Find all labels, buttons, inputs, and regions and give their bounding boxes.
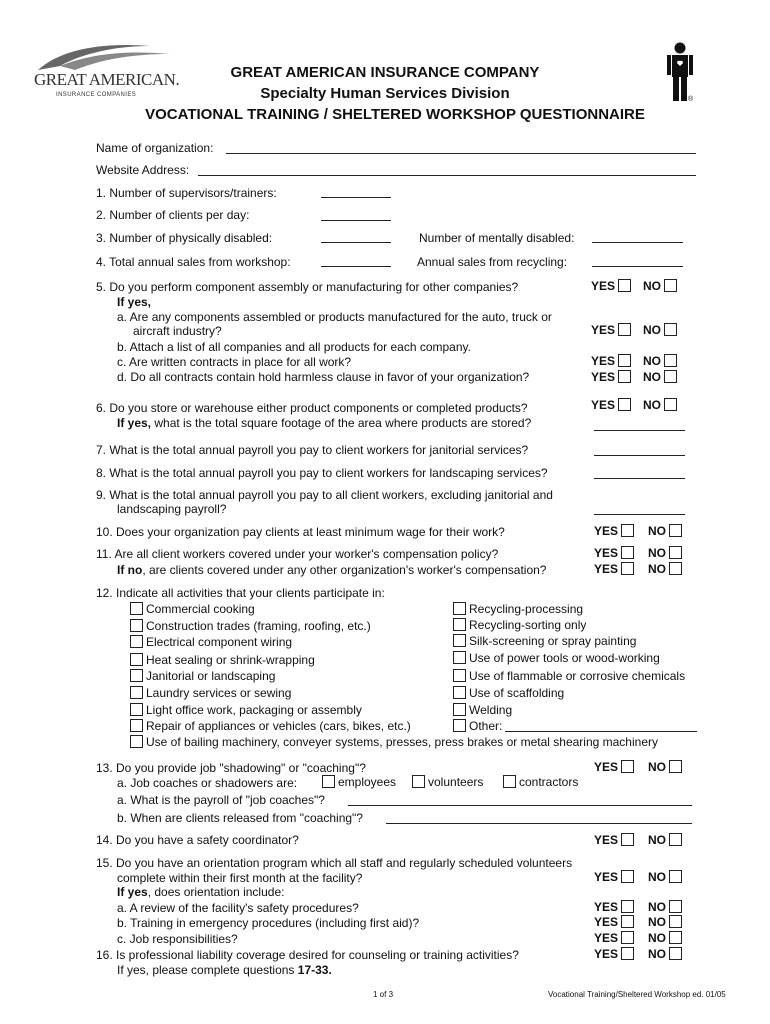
q16-no[interactable]: [648, 947, 682, 961]
no-checkbox[interactable]: [664, 354, 677, 367]
yes-checkbox[interactable]: [621, 931, 634, 944]
no-label: NO: [648, 900, 666, 914]
activity-checkbox[interactable]: [453, 669, 466, 682]
activity-label: Repair of appliances or vehicles (cars, bikes, etc.): [146, 719, 411, 733]
q5c-yes[interactable]: [591, 354, 631, 368]
q12-text: 12. Indicate all activities that your clients participate in:: [96, 586, 385, 600]
q16-text: 16. Is professional liability coverage desired for counseling or training activities?: [96, 948, 519, 962]
no-checkbox[interactable]: [669, 562, 682, 575]
activity-laundry[interactable]: [130, 686, 291, 700]
q15c-yes[interactable]: [594, 931, 634, 945]
yes-label: YES: [594, 524, 619, 538]
q16-yes[interactable]: [594, 947, 634, 961]
no-label: NO: [648, 947, 666, 961]
q6-field[interactable]: [594, 430, 685, 431]
q14-yes[interactable]: [594, 833, 634, 847]
activity-label: Construction trades (framing, roofing, etc.): [146, 619, 371, 633]
no-label: NO: [643, 354, 661, 368]
no-checkbox[interactable]: [669, 546, 682, 559]
q14-text: 14. Do you have a safety coordinator?: [96, 833, 299, 847]
q15-yes[interactable]: [594, 870, 634, 884]
activity-label: Recycling-sorting only: [469, 618, 587, 632]
q8-text: 8. What is the total annual payroll you pay to client workers for landscaping services?: [96, 466, 548, 480]
activity-commercial-cooking[interactable]: [130, 602, 255, 616]
yes-checkbox[interactable]: [621, 915, 634, 928]
q6-text: 6. Do you store or warehouse either product components or completed products?: [96, 401, 528, 415]
q8-field[interactable]: [594, 478, 685, 479]
no-checkbox[interactable]: [669, 870, 682, 883]
activity-label: Commercial cooking: [146, 602, 255, 616]
yes-label: YES: [594, 931, 619, 945]
q5c-no[interactable]: [643, 354, 677, 368]
activity-checkbox[interactable]: [453, 634, 466, 647]
q7-field[interactable]: [594, 455, 685, 456]
activity-label: Use of bailing machinery, conveyer systems, presses, press brakes or metal shearing machinery: [146, 735, 658, 749]
yes-checkbox[interactable]: [618, 370, 631, 383]
no-checkbox[interactable]: [669, 900, 682, 913]
q16-followup: [117, 963, 332, 977]
q5a-text-1: a. Are any components assembled or products manufactured for the auto, truck or: [117, 310, 552, 324]
page-subtitle: Specialty Human Services Division: [260, 85, 510, 102]
activity-checkbox[interactable]: [453, 651, 466, 664]
q15-text-1: 15. Do you have an orientation program which all staff and regularly scheduled volunteers: [96, 856, 573, 870]
activity-scaffolding[interactable]: [453, 686, 564, 700]
activity-bailing-machinery[interactable]: [130, 735, 658, 749]
q6-yes[interactable]: [591, 398, 631, 412]
website-label: Website Address:: [96, 163, 190, 177]
q9-field[interactable]: [594, 514, 685, 515]
no-label: NO: [643, 398, 661, 412]
no-label: NO: [648, 915, 666, 929]
q5b-text: b. Attach a list of all companies and all products for each company.: [117, 340, 471, 354]
other-field[interactable]: [505, 731, 697, 732]
org-label: Name of organization:: [96, 141, 214, 155]
activity-construction[interactable]: [130, 619, 371, 633]
yes-checkbox[interactable]: [621, 833, 634, 846]
no-label: NO: [643, 279, 661, 293]
activity-silk-screening[interactable]: [453, 634, 636, 648]
q15-text-2: complete within their first month at the facility?: [117, 871, 363, 885]
q1-field[interactable]: [321, 197, 391, 198]
yes-checkbox[interactable]: [618, 279, 631, 292]
website-field[interactable]: [198, 175, 696, 176]
q13-yes[interactable]: [594, 760, 634, 774]
no-label: NO: [648, 931, 666, 945]
q16-followup-text: If yes, please complete questions: [117, 963, 298, 977]
yes-label: YES: [594, 900, 619, 914]
activity-welding[interactable]: [453, 703, 512, 717]
q10-no[interactable]: [648, 524, 682, 538]
no-checkbox[interactable]: [664, 370, 677, 383]
activity-label: Silk-screening or spray painting: [469, 634, 637, 648]
activity-checkbox[interactable]: [453, 602, 466, 615]
yes-checkbox[interactable]: [618, 398, 631, 411]
activity-other[interactable]: [453, 719, 502, 733]
no-label: NO: [643, 370, 661, 384]
contractors-checkbox[interactable]: [503, 775, 516, 788]
activity-checkbox[interactable]: [453, 686, 466, 699]
logo-sub: INSURANCE COMPANIES: [56, 92, 137, 98]
no-label: NO: [648, 870, 666, 884]
q5-yes[interactable]: [591, 279, 631, 293]
coach-volunteers[interactable]: [412, 775, 483, 789]
q5a-text-2: aircraft industry?: [133, 324, 222, 338]
org-field[interactable]: [226, 153, 696, 154]
page-number: 1 of 3: [373, 990, 394, 999]
q5d-yes[interactable]: [591, 370, 631, 384]
q10-yes[interactable]: [594, 524, 634, 538]
activity-checkbox[interactable]: [130, 653, 143, 666]
yes-label: YES: [594, 915, 619, 929]
q3b-field[interactable]: [592, 242, 683, 243]
activity-checkbox[interactable]: [130, 719, 143, 732]
q15c-text: c. Job responsibilities?: [117, 932, 238, 946]
no-checkbox[interactable]: [669, 947, 682, 960]
activity-label: Janitorial or landscaping: [146, 669, 276, 683]
q7-text: 7. What is the total annual payroll you pay to client workers for janitorial services?: [96, 443, 529, 457]
no-label: NO: [648, 562, 666, 576]
q16-question-range: 17-33.: [297, 963, 332, 977]
yes-label: YES: [591, 398, 616, 412]
activity-label: Welding: [469, 703, 513, 717]
yes-label: YES: [591, 370, 616, 384]
yes-label: YES: [591, 354, 616, 368]
q5d-no[interactable]: [643, 370, 677, 384]
volunteers-checkbox[interactable]: [412, 775, 425, 788]
activity-label: Light office work, packaging or assembly: [146, 703, 362, 717]
coach-contractors[interactable]: [503, 775, 578, 789]
q15c-no[interactable]: [648, 931, 682, 945]
activity-label: Other:: [469, 719, 503, 733]
activity-recycling-sorting[interactable]: [453, 618, 586, 632]
q10-text: 10. Does your organization pay clients at least minimum wage for their work?: [96, 525, 505, 539]
no-checkbox[interactable]: [669, 931, 682, 944]
q11b-yes[interactable]: [594, 562, 634, 576]
q13c-text: b. When are clients released from "coaching"?: [117, 811, 363, 825]
q3-label: 3. Number of physically disabled:: [96, 231, 273, 245]
no-label: NO: [643, 323, 661, 337]
q6-no[interactable]: [643, 398, 677, 412]
yes-label: YES: [594, 833, 619, 847]
registered-mark: ®: [688, 96, 694, 103]
activity-chemicals[interactable]: [453, 669, 685, 683]
document-title: VOCATIONAL TRAINING / SHELTERED WORKSHOP QUESTIONNAIRE: [145, 106, 645, 123]
yes-label: YES: [594, 870, 619, 884]
no-label: NO: [648, 546, 666, 560]
logo-brand: GREAT AMERICAN.: [34, 70, 180, 89]
page-title: GREAT AMERICAN INSURANCE COMPANY: [230, 64, 540, 81]
employees-checkbox[interactable]: [322, 775, 335, 788]
yes-checkbox[interactable]: [621, 760, 634, 773]
q5-no[interactable]: [643, 279, 677, 293]
q11-ifno-text: , are clients covered under any other organization's worker's compensation?: [142, 563, 547, 577]
q13b-text: a. What is the payroll of "job coaches"?: [117, 793, 325, 807]
yes-checkbox[interactable]: [621, 524, 634, 537]
activity-janitorial[interactable]: [130, 669, 275, 683]
no-checkbox[interactable]: [669, 833, 682, 846]
q11-text: 11. Are all client workers covered under your worker's compensation policy?: [96, 547, 499, 561]
form-edition: Vocational Training/Sheltered Workshop ed. 01/05: [548, 990, 726, 999]
no-checkbox[interactable]: [664, 279, 677, 292]
activity-checkbox[interactable]: [130, 735, 143, 748]
q15-ifyes: If yes: [117, 885, 148, 899]
q4b-field[interactable]: [592, 266, 683, 267]
q15a-text: a. A review of the facility's safety procedures?: [117, 901, 359, 915]
q6-ifyes-line: [117, 416, 531, 430]
activity-checkbox[interactable]: [453, 703, 466, 716]
q13a-text: a. Job coaches or shadowers are:: [117, 776, 298, 790]
q5a-no[interactable]: [643, 323, 677, 337]
q15b-yes[interactable]: [594, 915, 634, 929]
no-label: NO: [648, 524, 666, 538]
q13b-field[interactable]: [348, 805, 692, 806]
no-label: NO: [648, 760, 666, 774]
activity-checkbox[interactable]: [130, 619, 143, 632]
q15a-no[interactable]: [648, 900, 682, 914]
volunteers-label: volunteers: [428, 775, 484, 789]
q2-field[interactable]: [321, 220, 391, 221]
yes-label: YES: [594, 546, 619, 560]
activity-label: Recycling-processing: [469, 602, 584, 616]
no-checkbox[interactable]: [669, 760, 682, 773]
q11b-no[interactable]: [648, 562, 682, 576]
activity-repair[interactable]: [130, 719, 411, 733]
q5a-yes[interactable]: [591, 323, 631, 337]
q11-ifno: If no: [117, 563, 143, 577]
activity-checkbox[interactable]: [130, 703, 143, 716]
q11-ifno-line: [117, 563, 546, 577]
employees-label: employees: [338, 775, 397, 789]
q6-ifyes-text: what is the total square footage of the area where products are stored?: [151, 416, 532, 430]
q14-no[interactable]: [648, 833, 682, 847]
activity-checkbox[interactable]: [453, 719, 466, 732]
yes-checkbox[interactable]: [621, 900, 634, 913]
q15a-yes[interactable]: [594, 900, 634, 914]
activity-checkbox[interactable]: [130, 602, 143, 615]
yes-checkbox[interactable]: [618, 354, 631, 367]
q15b-text: b. Training in emergency procedures (including first aid)?: [117, 916, 420, 930]
no-checkbox[interactable]: [669, 915, 682, 928]
activity-light-office[interactable]: [130, 703, 362, 717]
activity-label: Use of flammable or corrosive chemicals: [469, 669, 686, 683]
q5c-text: c. Are written contracts in place for all work?: [117, 355, 352, 369]
q2-label: 2. Number of clients per day:: [96, 208, 250, 222]
q4-label: 4. Total annual sales from workshop:: [96, 255, 291, 269]
q13-no[interactable]: [648, 760, 682, 774]
yes-checkbox[interactable]: [621, 947, 634, 960]
q15-ifyes-text: , does orientation include:: [147, 885, 285, 899]
activity-checkbox[interactable]: [130, 686, 143, 699]
yes-label: YES: [591, 323, 616, 337]
activity-heat-sealing[interactable]: [130, 653, 315, 667]
q5d-text: d. Do all contracts contain hold harmless clause in favor of your organization?: [117, 370, 530, 384]
q11-no[interactable]: [648, 546, 682, 560]
q5-ifyes: If yes,: [117, 295, 152, 309]
yes-checkbox[interactable]: [621, 870, 634, 883]
yes-label: YES: [594, 760, 619, 774]
activity-checkbox[interactable]: [130, 669, 143, 682]
no-checkbox[interactable]: [669, 524, 682, 537]
q13c-field[interactable]: [386, 823, 692, 824]
activity-label: Use of scaffolding: [469, 686, 565, 700]
q4-field[interactable]: [321, 266, 391, 267]
activity-label: Use of power tools or wood-working: [469, 651, 660, 665]
no-label: NO: [648, 833, 666, 847]
no-checkbox[interactable]: [664, 398, 677, 411]
q1-label: 1. Number of supervisors/trainers:: [96, 186, 277, 200]
yes-checkbox[interactable]: [621, 546, 634, 559]
q9-text-1: 9. What is the total annual payroll you pay to all client workers, excluding janitorial and: [96, 488, 553, 502]
q3-field[interactable]: [321, 242, 391, 243]
no-checkbox[interactable]: [664, 323, 677, 336]
activity-checkbox[interactable]: [453, 618, 466, 631]
yes-checkbox[interactable]: [621, 562, 634, 575]
yes-label: YES: [591, 279, 616, 293]
q9-text-2: landscaping payroll?: [117, 502, 227, 516]
yes-label: YES: [594, 947, 619, 961]
activity-electrical[interactable]: [130, 635, 292, 649]
q15-ifyes-line: [117, 885, 284, 899]
contractors-label: contractors: [519, 775, 579, 789]
activity-label: Laundry services or sewing: [146, 686, 292, 700]
activity-checkbox[interactable]: [130, 635, 143, 648]
activity-recycling-processing[interactable]: [453, 602, 583, 616]
activity-label: Electrical component wiring: [146, 635, 293, 649]
q4b-label: Annual sales from recycling:: [417, 255, 568, 269]
activity-label: Heat sealing or shrink-wrapping: [146, 653, 315, 667]
q15-no[interactable]: [648, 870, 682, 884]
q13-text: 13. Do you provide job "shadowing" or "coaching"?: [96, 761, 366, 775]
human-figure-icon: [664, 42, 698, 104]
q11-yes[interactable]: [594, 546, 634, 560]
q15b-no[interactable]: [648, 915, 682, 929]
yes-label: YES: [594, 562, 619, 576]
yes-checkbox[interactable]: [618, 323, 631, 336]
q6-ifyes: If yes,: [117, 416, 152, 430]
coach-employees[interactable]: [322, 775, 396, 789]
q3b-label: Number of mentally disabled:: [419, 231, 575, 245]
q5-text: 5. Do you perform component assembly or manufacturing for other companies?: [96, 280, 519, 294]
activity-power-tools[interactable]: [453, 651, 660, 665]
